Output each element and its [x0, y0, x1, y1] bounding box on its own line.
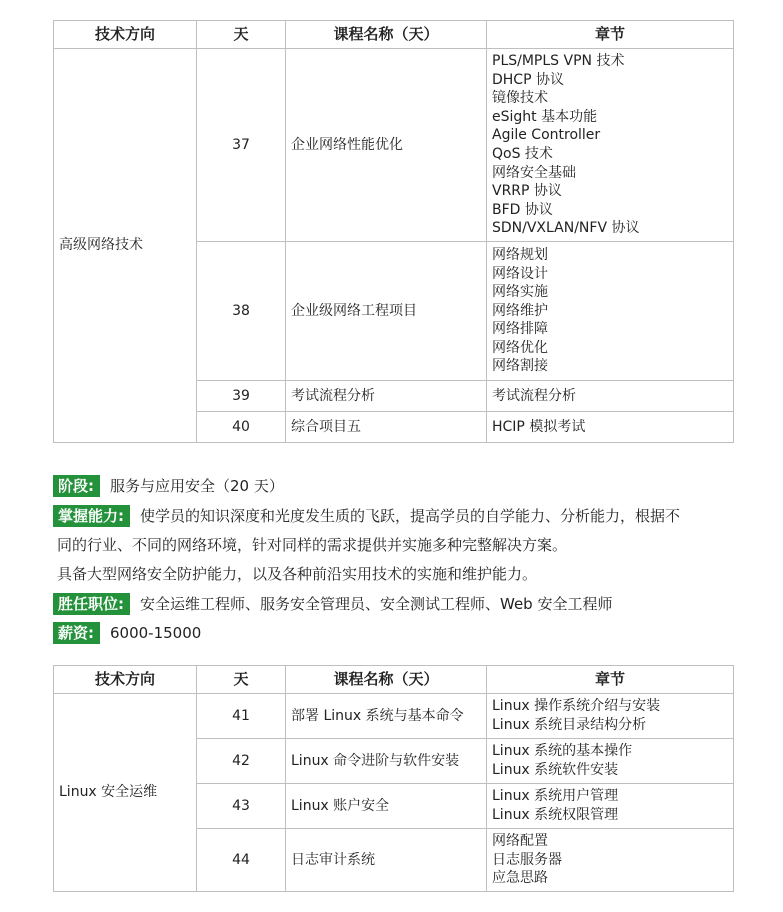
- chapter-item: eSight 基本功能: [492, 108, 598, 125]
- chapters-cell: [487, 412, 734, 443]
- chapter-item: 网络实施: [492, 284, 548, 301]
- chapter-item: 网络设计: [492, 265, 548, 282]
- chapter-item: SDN/VXLAN/NFV 协议: [492, 220, 640, 237]
- day-cell: 38: [197, 242, 286, 381]
- chapter-item: 网络安全基础: [492, 164, 576, 181]
- course-cell: 日志审计系统: [286, 829, 487, 892]
- direction-cell: 高级网络技术: [54, 49, 197, 443]
- jobs-value: 安全运维工程师、服务安全管理员、安全测试工程师、Web 安全工程师: [140, 595, 613, 613]
- curriculum-table-advanced-network: [53, 20, 734, 443]
- course-cell: 部署 Linux 系统与基本命令: [286, 694, 487, 739]
- header-course: 课程名称（天）: [286, 666, 487, 694]
- skills-line: [53, 505, 680, 527]
- course-cell: Linux 命令进阶与软件安装: [286, 739, 487, 784]
- skills-text-3: 具备大型网络安全防护能力，以及各种前沿实用技术的实施和维护能力。: [57, 565, 538, 583]
- day-cell: 42: [197, 739, 286, 784]
- header-direction: 技术方向: [54, 666, 197, 694]
- table-header-row: [54, 666, 734, 694]
- header-day: 天: [197, 21, 286, 49]
- header-chapters: 章节: [487, 21, 734, 49]
- course-cell: 考试流程分析: [286, 381, 487, 412]
- day-cell: 44: [197, 829, 286, 892]
- chapters-cell: [487, 242, 734, 381]
- salary-value: 6000-15000: [110, 624, 202, 642]
- chapter-item: 应急思路: [492, 870, 548, 887]
- day-cell: 37: [197, 49, 286, 242]
- table-header-row: [54, 21, 734, 49]
- chapter-item: Linux 系统的基本操作: [492, 743, 633, 760]
- salary-line: [53, 622, 201, 644]
- course-cell: 综合项目五: [286, 412, 487, 443]
- header-direction: 技术方向: [54, 21, 197, 49]
- skills-label: 掌握能力:: [53, 505, 130, 527]
- chapter-item: Linux 系统目录结构分析: [492, 717, 647, 733]
- chapter-item: 网络割接: [492, 358, 548, 375]
- chapter-item: HCIP 模拟考试: [492, 418, 586, 435]
- jobs-label: 胜任职位:: [53, 593, 130, 615]
- jobs-line: [53, 593, 612, 615]
- chapter-item: Linux 系统权限管理: [492, 807, 619, 823]
- chapter-item: 日志服务器: [492, 851, 562, 868]
- skills-text-2: 同的行业、不同的网络环境，针对同样的需求提供并实施多种完整解决方案。: [57, 536, 568, 554]
- course-cell: 企业级网络工程项目: [286, 242, 487, 381]
- day-cell: 43: [197, 784, 286, 829]
- chapter-item: 网络规划: [492, 246, 548, 263]
- chapter-item: Agile Controller: [492, 127, 601, 144]
- header-course: 课程名称（天）: [286, 21, 487, 49]
- chapters-cell: [487, 739, 734, 784]
- day-cell: 41: [197, 694, 286, 739]
- stage-line: [53, 475, 284, 497]
- chapter-item: 镜像技术: [492, 90, 548, 107]
- chapters-cell: [487, 784, 734, 829]
- salary-label: 薪资:: [53, 622, 100, 644]
- chapter-item: PLS/MPLS VPN 技术: [492, 53, 625, 70]
- chapters-cell: [487, 829, 734, 892]
- day-cell: 39: [197, 381, 286, 412]
- chapter-item: Linux 系统用户管理: [492, 788, 619, 805]
- chapter-item: Linux 系统软件安装: [492, 762, 619, 778]
- chapters-cell: [487, 49, 734, 242]
- chapter-item: 网络配置: [492, 833, 548, 850]
- chapters-cell: [487, 694, 734, 739]
- day-cell: 40: [197, 412, 286, 443]
- chapter-item: BFD 协议: [492, 201, 553, 218]
- header-chapters: 章节: [487, 666, 734, 694]
- table-row: [54, 49, 734, 242]
- chapter-item: VRRP 协议: [492, 183, 562, 200]
- skills-text-1: 使学员的知识深度和光度发生质的飞跃，提高学员的自学能力、分析能力，根据不: [140, 507, 681, 525]
- chapters-cell: [487, 381, 734, 412]
- stage-value: 服务与应用安全（20 天）: [110, 477, 284, 495]
- header-day: 天: [197, 666, 286, 694]
- table-row: [54, 694, 734, 739]
- chapter-item: 网络优化: [492, 339, 548, 356]
- chapter-item: 网络维护: [492, 302, 548, 319]
- course-cell: 企业网络性能优化: [286, 49, 487, 242]
- chapter-item: 考试流程分析: [492, 387, 576, 404]
- course-cell: Linux 账户安全: [286, 784, 487, 829]
- chapter-item: QoS 技术: [492, 146, 553, 162]
- stage-label: 阶段:: [53, 475, 100, 497]
- chapter-item: Linux 操作系统介绍与安装: [492, 698, 661, 715]
- direction-cell: Linux 安全运维: [54, 694, 197, 892]
- curriculum-table-linux-ops: [53, 665, 734, 892]
- chapter-item: 网络排障: [492, 321, 548, 338]
- chapter-item: DHCP 协议: [492, 71, 564, 88]
